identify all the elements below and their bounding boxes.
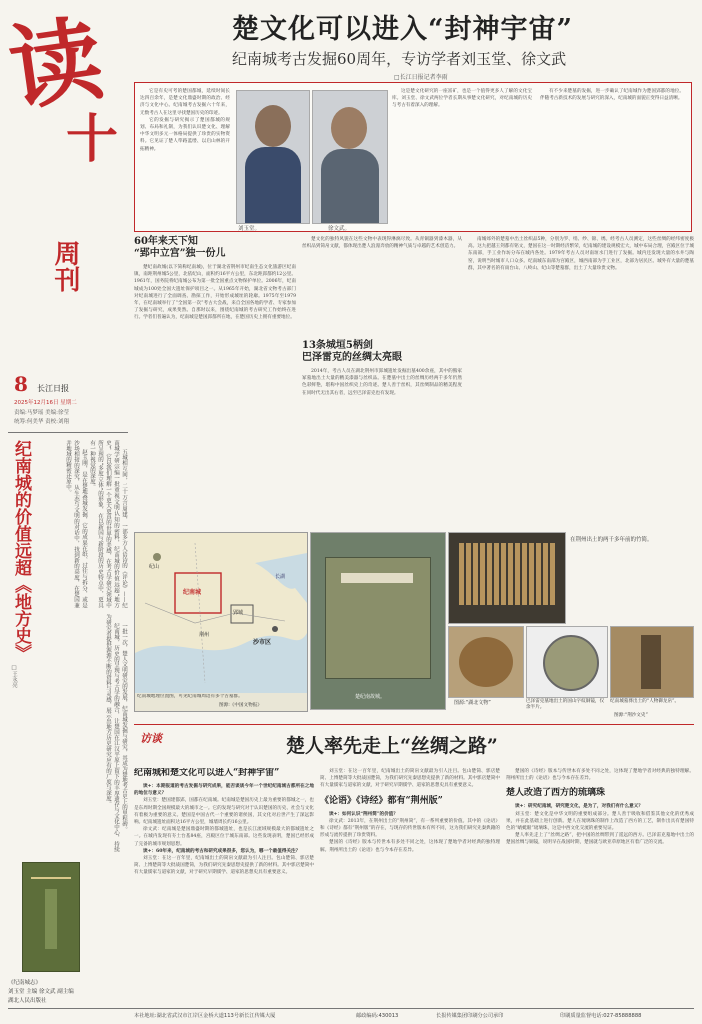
left-feature-p3: 一批一次，楚人文明研究的发展，纪南城发掘与研究，其成为楚地考古史上的里程碑。 xyxy=(121,623,127,832)
left-feature-body-bottom xyxy=(34,614,128,852)
photo-city-caption: 楚纪南故城。 xyxy=(355,694,386,700)
brand-char-plus: 十 xyxy=(66,109,119,170)
interview-sub3: 楚人改造了西方的琉璃珠 xyxy=(506,788,606,799)
q2: 读+：60年来，纪南城的考古和研究成果很多，您认为，哪一个最值得关注？ xyxy=(143,848,301,854)
section-13-walls xyxy=(302,340,462,364)
interview-sub2: 《论语》《诗经》都有“荆州版” xyxy=(320,795,443,806)
brand-char-du: 读 xyxy=(2,4,110,124)
map-label-changhu: 长湖 xyxy=(275,574,286,580)
issue-date: 2025年12月16日 星期二 xyxy=(14,400,77,406)
map-caption: 纪南城地理位置图，可见纪南城周边有多个古墓群。 xyxy=(137,694,243,699)
intro-text-1: 它是有史可考的楚国都城，延续时间长达四百余年，是楚文化鼎盛时期的政治、经济与文化中心。纪南城考古发掘六十年来，无数考古人在这里寻找楚国历史的印迹。 xyxy=(140,89,230,116)
intro-text-3: 这是楚文化研究的一座富矿，也是一个值得更多人了解的文化宝库。刘玉堂、徐文武两位学者长期从事楚文化研究，对纪南城的历史与考古有着深入的理解。 xyxy=(392,89,532,109)
interview-col3 xyxy=(506,768,694,1004)
weekly-label: 周刊 xyxy=(50,240,80,292)
footer-print: 长报传媒集团印刷分公司承印 xyxy=(436,1013,504,1019)
footer-post: 邮政编码:430013 xyxy=(356,1013,399,1019)
q3: 读+：如何认识“荆州简”的价值？ xyxy=(329,811,398,817)
mid-column-top-text: 楚文化的独特风貌在这些文物中表现得淋漓尽致。从青铜器到漆木器，从丝织品到简帛文献，都体现出楚人浪漫奔放的精神气质与卓越的艺术创造力。 xyxy=(302,237,462,250)
map-label-yingcheng: 郢城 xyxy=(233,610,244,616)
portrait-xu-wenwu xyxy=(312,90,388,224)
left-feature-p4: 纪南城，历史的呈现与考古学的融合，让楚国在江汉平原上留下的丰厚遗存与文化中心，持续为研究者提供源源不断的资料与灵感，展示出地方历史研究应有的广度与深度。 xyxy=(105,614,119,852)
left-feature-title: 纪南城的价值远超《地方史》 xyxy=(11,440,31,661)
interview-col1 xyxy=(134,768,314,1004)
a1: 刘玉堂：楚国建都郢，国都在纪南城。纪南城是楚国历史上最为重要的都城之一，也是东周时期全国规模最大的城市之一。它的发现与研究对于认识楚国的历史、社会与文化有着极为重要的意义。楚国是中国古代一个重要的诸侯国，其文化对后世产生了深远影响。纪南城遗址面积达16平方公里，城墙周长约16公里。 xyxy=(134,798,314,826)
left-feature-body-top xyxy=(34,440,128,608)
interview-sub1: 纪南城和楚文化可以进入“封神宇宙” xyxy=(134,768,280,778)
q1: 读+：本期报道的考古发掘与研究成果，能否谈谈今年一个世纪纪南城古都所在之地的地位与意义？ xyxy=(134,784,314,797)
map-label-shashi: 沙市区 xyxy=(253,639,272,646)
section-60-years xyxy=(134,236,296,260)
caption-mirror: 巴泽雷克墓地出土的国山字纹铜镜，仅余半片。 xyxy=(526,699,605,710)
editors-1: 责编:马梦瑶 美编:徐莹 xyxy=(14,410,69,416)
photo-silk-painting xyxy=(610,626,694,698)
intro-quote-col2 xyxy=(392,88,532,224)
caption-bamboo-slips: 在荆州出土的两千多年前的竹简。 xyxy=(570,537,653,543)
main-headline: 楚文化可以进入“封神宇宙” xyxy=(232,14,574,45)
photo-bamboo-slips xyxy=(448,532,566,624)
left-feature-p2: 赵玉刚，是在楚地叠城发掘，它的成果在纸、过往与拆分，或是沙场相接的深究，从生态与文明的对话中，找到新的高度，在楚国兼并地域的精密还原中。 xyxy=(65,440,87,608)
book-caption-title: 《纪南城志》 xyxy=(8,980,42,986)
intro-text-2: 它的发掘与研究揭示了楚国都城的规划、布局和礼制，为我们认识楚文化、理解中华文明多元一体格局提供了珍贵的实物资料。它见证了楚人筚路蓝缕、以启山林的开拓精神。 xyxy=(140,117,230,152)
masthead xyxy=(2,4,128,430)
main-subtitle: 纪南城考古发掘60周年，专访学者刘玉堂、徐文武 xyxy=(232,50,567,68)
caption-hubei-source: 图源:“湖北文物” xyxy=(454,700,491,706)
map-figure xyxy=(134,532,308,712)
map-svg xyxy=(135,533,307,693)
bottom-rule xyxy=(134,724,694,725)
a2: 徐文武：纪南城是楚国鼎盛时期的都城遗址，也是长江流域规模最大的都城遗址之一。在城内发现有夯土台基84座，宫殿区位于城东南部。这些发现表明，楚国已经形成了完备的城市规划思想。 xyxy=(134,827,314,847)
photo-ancient-city xyxy=(310,532,446,710)
footer-phone: 印刷质量监督电话:027-85888888 xyxy=(560,1013,642,1019)
page-name: 长江日报 xyxy=(37,384,70,393)
photo-textile xyxy=(448,626,524,698)
photo-bronze-mirror xyxy=(526,626,608,698)
q4: 读+：研究纪南城，研究楚文化，是为了，对我们有什么意义？ xyxy=(515,804,643,810)
map-label-jingzhou: 荆州 xyxy=(199,632,210,638)
book-cover xyxy=(22,862,80,972)
portrait-liu-yutang xyxy=(236,90,310,224)
section-13-walls-body: 2014年，考古人员在湖北荆州市郢城遗址发掘出墓400余座，其中的熊家冢墓地出土大量的精美漆器与丝织品。在楚墓中出土的丝绸历经两千多年仍然色彩鲜艳，堪称中国丝织史上的奇迹。楚人善于丝织，其丝绸制品的精美程度在同时代无出其右者，远至巴泽雷克也有发现。 xyxy=(302,369,462,396)
a5-continued: 楚国的《诗经》版本与传世本有多处不同之处，这体现了楚地学者对经典的独特理解。荆州所出土的《论语》也与今本存在差异。 xyxy=(506,769,694,782)
page-number-block xyxy=(14,372,110,396)
map-label-jinan: 纪南城 xyxy=(183,589,202,596)
a7: 楚人率先走上了“丝绸之路”，把中国的丝绸带到了遥远的西方。巴泽雷克墓地中出土的楚国丝绸与铜镜，说明早在战国时期，楚国就与欧亚草原地区有着广泛的交流。 xyxy=(506,833,694,846)
left-feature-p1: 五城相互间，二十万言周建，一部多方人语诗的《评论》——纪南城学研宗编一批重视文明认知的密料，纪南城的价值远超“地方史”，它以我们理解一个更大更真的世界的美感，在考古学研究领域中所呈现的“多度立体”的形象，在以新国与新阶段的历史特点中，更具有一种视觉的深度。 xyxy=(89,440,127,608)
interview-kicker: 访谈 xyxy=(140,732,162,745)
footer-address: 本社地址:湖北省武汉市江岸区金桥大道113号新长江传媒大厦 xyxy=(134,1013,276,1019)
caption-liu: 刘玉堂。 xyxy=(238,226,261,232)
section-60-years-body: 楚纪南故城(以下简称纪南城)，位于湖北省荆州市纪南生态文化旅游区纪南镇，南距荆州城5公里，北依纪山，面积约16平方公里，东北距郢都约12公里。1961年，国务院将纪南城公布为第一批全国重点文物保护单位。2006年，纪南城成为100处全国大遗址保护项目之一。从1965年开始，湖北省文物考古部门对纪南城进行了全面调查、勘探工作，开始形成城址的轮廓。1975年至1979年，在纪南城举行了“全国第一次”考古大会战，来自全国各地的学者、专家参加了发掘与研究，成果斐然。自那时以来，围绕纪南城的考古研究工作始终在进行。学者们普遍认为，纪南城是楚国郢都所在地，在楚国历史上拥有重要地位。 xyxy=(134,265,296,321)
book-caption-publisher: 湖北人民出版社 xyxy=(8,998,47,1004)
left-feature-rule xyxy=(8,432,128,433)
right-column-text: 南城郊外的楚墓中出土丝织品5种，分别为罗、绢、纱、锦、绣。经考古人员测定，这些丝绸的经纬密度极高。这九把越王剑都有铭文，楚国在这一时期经济繁荣，纪南城的建设规模宏大，城中布局合理，宫殿区位于城东南部，手工业作坊分布在城内各处。1979年考古人员对南垣水门进行了发掘。城内还发现大量的水井与陶窑，说明当时城市人口众多。纪南城东南部为宫殿区，城西南部为手工业区，北部为居民区。城外有大量的楚墓群，其中著名的有雨台山、八岭山、纪山等楚墓群，出土了大量珍贵文物。 xyxy=(468,237,694,271)
section-13-walls-title: 13条城垣5柄剑 巴泽雷克的丝绸太亮眼 xyxy=(302,340,402,363)
a3-continued: 刘玉堂：在这一百年里，纪南城出土的简帛文献最为引人注目。包山楚简、郭店楚简、上博楚简等大批战国楚简，为我们研究先秦思想史提供了新的材料。其中郭店楚简中有大量儒家与道家的文献，对于研究早期儒学、道家的思想史具有重要意义。 xyxy=(320,769,500,789)
page-number: 8 xyxy=(14,372,28,396)
intro-text-4: 有不少来楚墓的发掘，进一步确认了纪南城作为楚国郢都的地位。伴随考古新技术的发展与研究的深入，纪南城的面貌正变得日益清晰。 xyxy=(540,89,684,102)
caption-silk-painting: 纪南城墓葬出土的“人物御龙帛”。 xyxy=(610,699,680,704)
map-source: 图源:《中国文物报》 xyxy=(219,703,262,708)
intro-quote-col3 xyxy=(540,88,684,224)
intro-quote-col1 xyxy=(140,88,230,224)
editors-2: 统筹:何美华 责校:刘翔 xyxy=(14,419,69,425)
interview-title: 楚人率先走上“丝绸之路” xyxy=(286,735,498,757)
left-feature-author: □王永亮 xyxy=(11,665,17,688)
map-label-jishan: 纪山 xyxy=(149,564,160,570)
a3: 刘玉堂：在这一百年里，纪南城出土的简帛文献最为引人注目。包山楚简、郭店楚简、上博楚简等大批战国楚简，为我们研究先秦思想史提供了新的材料。其中郭店楚简中有大量儒家与道家的文献，对于研究早期儒学、道家的思想史具有重要意义。 xyxy=(134,856,314,876)
byline: □长江日报记者李雨 xyxy=(394,74,448,81)
interview-col2 xyxy=(320,768,500,1004)
caption-jingsha-source: 图源:“荆沙文史” xyxy=(614,713,648,718)
section-60-years-title: 60年来天下知 “郢中立宫”独一份儿 xyxy=(134,236,226,259)
footer-rule xyxy=(8,1008,694,1009)
a6: 刘玉堂：楚文化是中华文明的重要组成部分。楚人善于吸收和借鉴其他文化的优秀成果，并在此基础上进行创新。楚人在琉璃珠的制作上改造了西方的工艺，制作出具有楚国特色的“蜻蜓眼”琉璃珠，这是中西文化交流的重要见证。 xyxy=(506,811,694,832)
caption-xu: 徐文武。 xyxy=(328,226,351,232)
a4: 徐文武：2013年，在荆州出土的“荆州简”，有一系列重要的价值。其中的《论语》和《诗经》都有“荆州版”的存在，与现存的传世版本有所不同，这为我们研究先秦典籍的形成与流传提供了珍贵资料。 xyxy=(320,818,500,839)
book-caption-editors: 刘玉堂 主编 徐文武 副主编 xyxy=(8,989,74,995)
a5: 楚国的《诗经》版本与传世本有多处不同之处，这体现了楚地学者对经典的独特理解。荆州所出土的《论语》也与今本存在差异。 xyxy=(320,840,500,853)
